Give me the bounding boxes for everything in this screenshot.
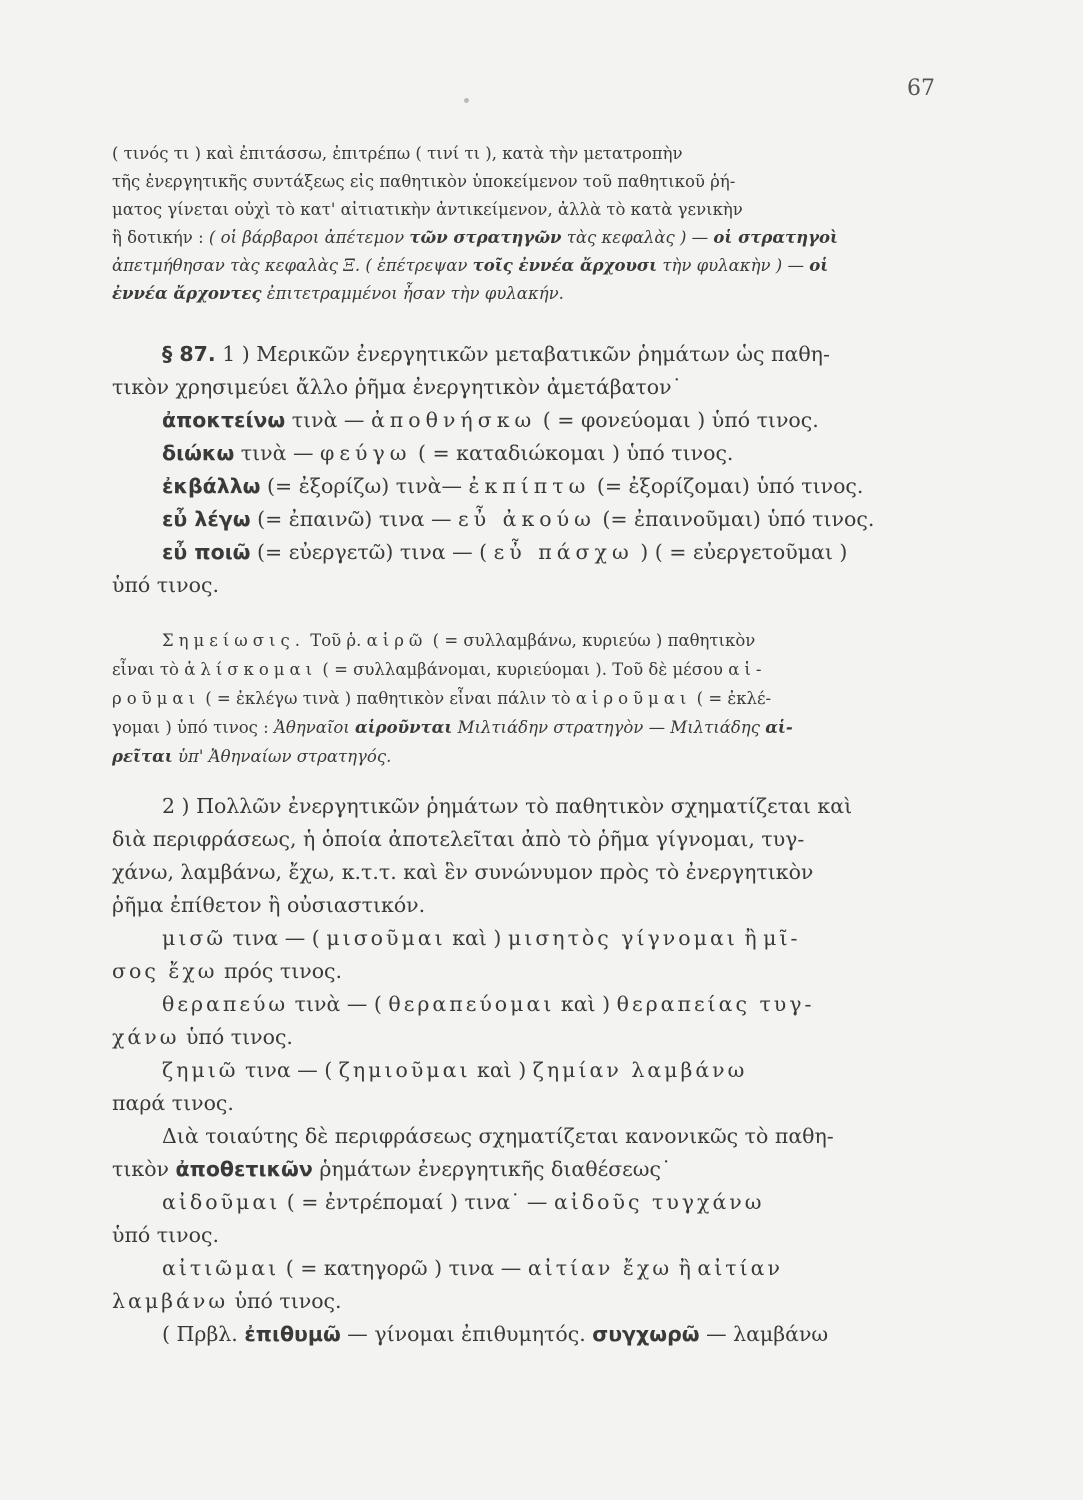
spaced-term: μισῶ	[162, 926, 227, 950]
spaced-term: χάνω	[112, 1025, 180, 1049]
section-heading	[112, 338, 954, 371]
spaced-term: μισητὸς γίγνομαι	[507, 926, 738, 950]
spaced-term: ἁλίσκομαι	[184, 660, 318, 679]
text-line	[112, 713, 952, 742]
example-line	[112, 922, 954, 955]
text-run: αἱ-	[765, 718, 793, 737]
text-run: ἢ	[737, 926, 764, 950]
spaced-term: μισοῦμαι	[326, 926, 446, 950]
spaced-term: ροῦμαι	[112, 689, 200, 708]
text-run: Μιλτιάδην στρατηγὸν — Μιλτιάδης	[452, 718, 766, 737]
text-run: οἱ στρατηγοὶ	[713, 228, 839, 247]
term: ἀποθετικῶν	[175, 1157, 313, 1181]
example-line	[112, 470, 954, 503]
text-line: ( τινός τι ) καὶ ἐπιτάσσω, ἐπιτρέπω ( τινί τι ), κατὰ τὴν μετατροπὴν	[112, 144, 683, 163]
spaced-term: θεραπεύω	[162, 992, 289, 1016]
text-run: τινὰ —	[285, 408, 371, 432]
text-run: τοῖς ἐννέα ἄρχουσι	[472, 256, 658, 275]
text-run: καὶ )	[554, 992, 617, 1016]
section-mark: § 87.	[162, 342, 216, 366]
text-line	[112, 280, 952, 308]
spaced-term: θεραπεύομαι	[388, 992, 555, 1016]
text-run: ρεῖται	[112, 747, 173, 766]
note-paragraph	[112, 626, 952, 771]
text-line: ῥῆμα ἐπίθετον ἢ οὐσιαστικόν.	[112, 893, 426, 917]
paragraph-2	[112, 790, 954, 1351]
spaced-term: εὖ πάσχω	[493, 540, 634, 564]
text-run: τινὰ —	[234, 441, 321, 465]
example-line	[112, 503, 954, 536]
text-line	[112, 626, 952, 655]
text-run: ( = κατηγορῶ ) τινα —	[279, 1256, 528, 1280]
speck	[464, 98, 469, 103]
text-run: ( = ἐντρέπομαί ) τινα˙ —	[280, 1190, 554, 1214]
text-run: τὰς κεφαλὰς ) —	[561, 228, 714, 247]
spaced-term: αἱρῶ	[366, 631, 428, 650]
text-line: τῆς ἐνεργητικῆς συντάξεως εἰς παθητικὸν ὑποκείμενον τοῦ παθητικοῦ ῥή-	[112, 172, 736, 191]
text-run: ( = ἐκλέγω τινὰ ) παθητικὸν εἶναι πάλιν τὸ	[200, 689, 576, 708]
text-line: ματος γίνεται οὐχὶ τὸ κατ' αἰτιατικὴν ἀντικείμενον, ἀλλὰ τὸ κατὰ γενικὴν	[112, 200, 743, 219]
text-run: καὶ )	[445, 926, 508, 950]
text-run: (= εὐεργετῶ) τινα — (	[250, 540, 494, 564]
text-line	[112, 224, 952, 252]
text-line	[112, 684, 952, 713]
example-line	[112, 1054, 954, 1087]
text-line: 2 ) Πολλῶν ἐνεργητικῶν ῥημάτων τὸ παθητικὸν σχηματίζεται καὶ	[162, 794, 853, 818]
text-run: αἱροῦνται	[355, 718, 453, 737]
term: ἀποκτείνω	[162, 408, 286, 432]
term: διώκω	[162, 441, 235, 465]
text-line	[112, 1318, 954, 1351]
example-line	[112, 988, 954, 1021]
text-run: (= ἐπαινῶ) τινα —	[250, 507, 459, 531]
text-run: ἐννέα ἄρχοντες	[112, 284, 262, 303]
spaced-term: αἱροῦμαι	[575, 689, 692, 708]
text-run: 1 ) Μερικῶν ἐνεργητικῶν μεταβατικῶν ῥημάτων ὡς παθη-	[215, 342, 830, 366]
term: εὖ λέγω	[162, 507, 251, 531]
text-run: (= ἐξορίζομαι) ὑπό τινος.	[590, 474, 864, 498]
spaced-term: ἀποθνήσκω	[370, 408, 537, 432]
example-line	[112, 437, 954, 470]
spaced-term: αἱ-	[728, 660, 767, 679]
section-87	[112, 338, 954, 602]
text-run: ) ( = εὐεργετοῦμαι )	[633, 540, 848, 564]
text-run: ἢ δοτικήν :	[112, 228, 204, 247]
spaced-term: Σημείωσις.	[162, 631, 305, 650]
text-run: οἱ	[809, 256, 829, 275]
spaced-term: φεύγω	[320, 441, 412, 465]
spaced-term: μῖ-	[763, 926, 801, 950]
text-run: ὑπό τινος.	[228, 1289, 342, 1313]
text-run: τινὰ — (	[288, 992, 389, 1016]
text-line	[112, 742, 952, 771]
spaced-term: αἰδοῦς τυγχάνω	[553, 1190, 765, 1214]
text-run: ( Πρβλ.	[162, 1322, 245, 1346]
text-run: (= ἐξορίζω) τινὰ—	[260, 474, 469, 498]
text-run: τὴν φυλακὴν ) —	[657, 256, 810, 275]
spaced-term: ζημιοῦμαι	[338, 1058, 471, 1082]
text-run: — γίνομαι ἐπιθυμητός.	[340, 1322, 593, 1346]
example-line	[112, 1252, 954, 1285]
text-run: Ἀθηναῖοι	[273, 718, 355, 737]
example-line	[112, 1186, 954, 1219]
text-run: καὶ )	[470, 1058, 533, 1082]
example-line	[112, 536, 954, 569]
text-line	[112, 252, 952, 280]
example-line	[112, 955, 954, 988]
text-run: τικὸν	[112, 1157, 176, 1181]
text-line: τικὸν χρησιμεύει ἄλλο ῥῆμα ἐνεργητικὸν ἀμετάβατον˙	[112, 375, 682, 399]
example-line	[112, 1021, 954, 1054]
example-line: παρά τινος.	[112, 1091, 234, 1115]
text-run: ῥημάτων ἐνεργητικῆς διαθέσεως˙	[312, 1157, 672, 1181]
text-run: γομαι ) ὑπό τινος :	[112, 718, 274, 737]
text-run: ἢ	[672, 1256, 698, 1280]
text-run: (= ἐπαινοῦμαι) ὑπό τινος.	[595, 507, 875, 531]
spaced-term: ζημίαν λαμβάνω	[532, 1058, 748, 1082]
example-line: ὑπό τινος.	[112, 1223, 219, 1247]
spaced-term: αἰδοῦμαι	[162, 1190, 281, 1214]
text-run: ἀπετμήθησαν τὰς κεφαλὰς Ξ. ( ἐπέτρεψαν	[112, 256, 473, 275]
text-run: τινα — (	[226, 926, 327, 950]
text-line: Διὰ τοιαύτης δὲ περιφράσεως σχηματίζεται κανονικῶς τὸ παθη-	[162, 1124, 834, 1148]
text-line: χάνω, λαμβάνω, ἔχω, κ.τ.τ. καὶ ἓν συνώνυμον πρὸς τὸ ἐνεργητικὸν	[112, 860, 814, 884]
text-run: ( = συλλαμβάνω, κυριεύω ) παθητικὸν	[427, 631, 756, 650]
term: ἐπιθυμῶ	[244, 1322, 341, 1346]
text-line	[112, 655, 952, 684]
text-line: ὑπό τινος.	[112, 573, 219, 597]
text-run: — λαμβάνω	[699, 1322, 829, 1346]
text-line	[112, 1153, 954, 1186]
text-run: ( = συλλαμβάνομαι, κυριεύομαι ). Τοῦ δὲ μέσου	[317, 660, 729, 679]
text-line: διὰ περιφράσεως, ἡ ὁποία ἀποτελεῖται ἀπὸ τὸ ῥῆμα γίγνομαι, τυγ-	[112, 827, 805, 851]
text-run: ( οἱ βάρβαροι ἀπέτεμον	[208, 228, 410, 247]
text-run: πρός τινος.	[217, 959, 343, 983]
term: ἐκβάλλω	[162, 474, 261, 498]
example-line	[112, 404, 954, 437]
term: συγχωρῶ	[592, 1322, 700, 1346]
text-run: ( = ἐκλέ-	[691, 689, 772, 708]
text-run: Τοῦ ῥ.	[304, 631, 367, 650]
spaced-term: αἰτίαν ἔχω	[527, 1256, 673, 1280]
page-number: 67	[907, 76, 935, 101]
spaced-term: ζημιῶ	[162, 1058, 239, 1082]
spaced-term: θεραπείας τυγ-	[616, 992, 815, 1016]
text-run: εἶναι τὸ	[112, 660, 185, 679]
text-run: ὑπό τινος.	[179, 1025, 293, 1049]
spaced-term: λαμβάνω	[112, 1289, 229, 1313]
text-run: ( = καταδιώκομαι ) ὑπό τινος.	[411, 441, 734, 465]
text-run: ( = φονεύομαι ) ὑπό τινος.	[536, 408, 819, 432]
spaced-term: σος ἔχω	[112, 959, 218, 983]
spaced-term: αἰτιῶμαι	[162, 1256, 280, 1280]
text-run: τῶν στρατηγῶν	[409, 228, 562, 247]
spaced-term: ἐκπίπτω	[468, 474, 591, 498]
text-run: τινα — (	[238, 1058, 339, 1082]
example-line	[112, 1285, 954, 1318]
text-run: ὑπ' Ἀθηναίων στρατηγός.	[172, 747, 392, 766]
text-run: ἐπιτετραμμένοι ἦσαν τὴν φυλακήν.	[261, 284, 564, 303]
intro-paragraph	[112, 140, 952, 308]
spaced-term: εὖ ἀκούω	[458, 507, 596, 531]
term: εὖ ποιῶ	[162, 540, 251, 564]
spaced-term: αἰτίαν	[697, 1256, 783, 1280]
